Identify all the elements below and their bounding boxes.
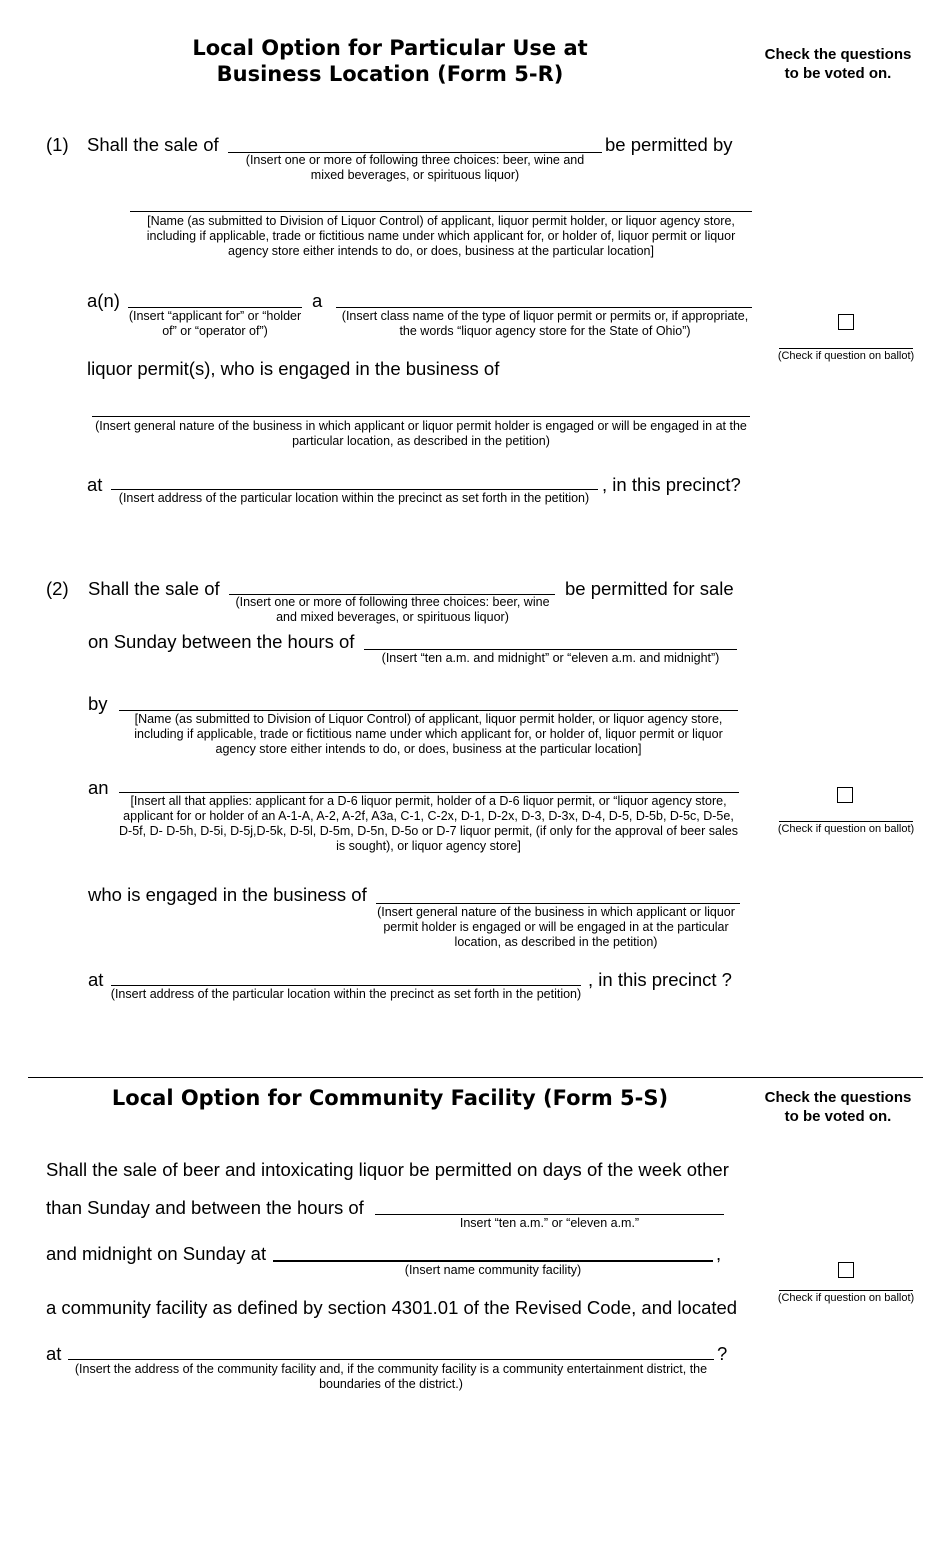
q1-shall-the-sale-of: Shall the sale of — [87, 134, 219, 155]
q2-name-hint — [100, 712, 757, 757]
form-5s-comma: , — [716, 1243, 722, 1264]
q1-applicant-hint — [115, 309, 315, 339]
form-5s-check-header — [748, 1088, 928, 1126]
hint-line: D-5f, D- D-5h, D-5i, D-5j,D-5k, D-5l, D-5m, D-5n, D-5o or D-7 liquor permit, (if only for the approval of beer sales — [119, 824, 738, 838]
q2-checkbox[interactable] — [837, 787, 853, 803]
hint-line: and mixed beverages, or spirituous liquor) — [276, 610, 509, 624]
q1-name-hint — [90, 214, 792, 259]
form-5s-check-label: (Check if question on ballot) — [777, 1292, 915, 1304]
hint-line: particular location, as described in the petition) — [292, 434, 550, 448]
q2-shall-the-sale-of: Shall the sale of — [88, 578, 220, 599]
q1-in-this-precinct: , in this precinct? — [602, 474, 741, 495]
check-header-line2: to be voted on. — [784, 65, 892, 82]
hint-line: location, as described in the petition) — [454, 935, 658, 949]
q2-an: an — [88, 777, 109, 798]
form-5s-line1: Shall the sale of beer and intoxicating liquor be permitted on days of the week other — [46, 1159, 729, 1180]
q1-name-blank[interactable] — [130, 211, 752, 212]
q2-hours-hint: (Insert “ten a.m. and midnight” or “eleven a.m. and midnight”) — [381, 651, 720, 665]
q1-be-permitted-by: be permitted by — [605, 134, 733, 155]
q2-check-rule — [779, 821, 913, 822]
q1-class-hint — [330, 309, 760, 339]
q2-address-blank[interactable] — [111, 985, 581, 986]
q2-be-permitted-for-sale: be permitted for sale — [565, 578, 734, 599]
q1-business-hint — [80, 419, 762, 449]
hint-line: (Insert one or more of following three choices: beer, wine and — [245, 153, 585, 167]
check-header-line1: Check the questions — [764, 1089, 912, 1106]
q1-number: (1) — [46, 134, 69, 155]
hint-line: mixed beverages, or spirituous liquor) — [310, 168, 520, 182]
hint-line: (Insert class name of the type of liquor permit or permits or, if appropriate, — [341, 309, 749, 323]
q2-business-blank[interactable] — [376, 903, 740, 904]
form-5s-checkbox[interactable] — [838, 1262, 854, 1278]
hint-line: (Insert general nature of the business in which applicant or liquor permit holder is engaged or will be engaged in at the — [95, 419, 747, 433]
form-5s-at: at — [46, 1343, 62, 1364]
q2-who-is-engaged: who is engaged in the business of — [88, 884, 367, 905]
q1-check-rule — [779, 348, 913, 349]
form-5r-title-line1: Local Option for Particular Use at — [192, 36, 588, 60]
q1-address-hint: (Insert address of the particular location within the precinct as set forth in the petition) — [118, 491, 590, 505]
hint-line: [Name (as submitted to Division of Liquor Control) of applicant, liquor permit holder, or liquor agency store, — [147, 214, 735, 228]
form-5s-facility-hint: (Insert name community facility) — [404, 1263, 582, 1277]
q2-business-hint — [370, 905, 742, 950]
q2-address-hint: (Insert address of the particular location within the precinct as set forth in the petition) — [110, 987, 582, 1001]
form-5s-hours-hint: Insert “ten a.m.” or “eleven a.m.” — [459, 1216, 640, 1230]
hint-line: agency store either intends to do, or does, business at the particular location] — [215, 742, 642, 756]
q1-at: at — [87, 474, 103, 495]
q1-address-blank[interactable] — [111, 489, 598, 490]
hint-line: (Insert one or more of following three choices: beer, wine — [235, 595, 550, 609]
q2-on-sunday: on Sunday between the hours of — [88, 631, 355, 652]
hint-line: permit holder is engaged or will be engaged in at the particular — [383, 920, 729, 934]
form-5s-address-hint — [60, 1362, 722, 1392]
form-5r-title — [160, 35, 620, 87]
q2-applies-blank[interactable] — [119, 792, 739, 793]
form-5s-question-mark: ? — [717, 1343, 728, 1364]
form-5s-address-blank[interactable] — [68, 1359, 714, 1360]
q2-at: at — [88, 969, 104, 990]
form-5s-line4: a community facility as defined by section 4301.01 of the Revised Code, and located — [46, 1297, 738, 1318]
hint-line: including if applicable, trade or fictitious name under which applicant for, or holder of, liquor permit or liquor — [134, 727, 723, 741]
section-divider — [28, 1077, 923, 1078]
hint-line: (Insert the address of the community facility and, if the community facility is a community entertainment district, the — [74, 1362, 708, 1376]
form-5s-check-rule — [779, 1290, 913, 1291]
q1-business-blank[interactable] — [92, 416, 750, 417]
q2-number: (2) — [46, 578, 69, 599]
q2-choices-hint — [225, 595, 560, 625]
q1-a: a — [312, 290, 323, 311]
check-header-line1: Check the questions — [764, 46, 912, 63]
hint-line: including if applicable, trade or fictitious name under which applicant for, or holder of, liquor permit or liquor — [146, 229, 736, 243]
q1-applicant-blank[interactable] — [128, 307, 302, 308]
hint-line: of” or “operator of”) — [162, 324, 268, 338]
hint-line: the words “liquor agency store for the State of Ohio”) — [399, 324, 691, 338]
q2-hours-blank[interactable] — [364, 649, 737, 650]
form-5s-facility-blank[interactable] — [273, 1260, 713, 1262]
form-5s-line3: and midnight on Sunday at — [46, 1243, 267, 1264]
q1-check-label: (Check if question on ballot) — [777, 350, 915, 362]
hint-line: is sought), or liquor agency store] — [336, 839, 521, 853]
q1-class-blank[interactable] — [336, 307, 752, 308]
hint-line: boundaries of the district.) — [319, 1377, 463, 1391]
hint-line: (Insert “applicant for” or “holder — [128, 309, 302, 323]
hint-line: applicant for or holder of an A-1-A, A-2, A-2f, A3a, C-1, C-2x, D-1, D-2x, D-3, D-3x, D-4, D-5, D-5b, D-5c, D-5e, — [123, 809, 734, 823]
q1-liquor-permits: liquor permit(s), who is engaged in the business of — [87, 358, 500, 379]
form-5s-line2: than Sunday and between the hours of — [46, 1197, 364, 1218]
form-5r-title-line2: Business Location (Form 5-R) — [216, 62, 564, 86]
form-5r-check-header — [748, 45, 928, 83]
form-5s-title: Local Option for Community Facility (Form 5-S) — [111, 1086, 669, 1110]
q2-check-label: (Check if question on ballot) — [777, 823, 915, 835]
hint-line: [Name (as submitted to Division of Liquor Control) of applicant, liquor permit holder, or liquor agency store, — [134, 712, 723, 726]
q1-choices-hint — [228, 153, 602, 183]
q1-checkbox[interactable] — [838, 314, 854, 330]
q2-name-blank[interactable] — [119, 710, 738, 711]
hint-line: (Insert general nature of the business in which applicant or liquor — [377, 905, 735, 919]
q2-in-this-precinct: , in this precinct ? — [588, 969, 732, 990]
form-5s-hours-blank[interactable] — [375, 1214, 724, 1215]
q2-applies-hint — [100, 794, 757, 854]
q1-a-n: a(n) — [87, 290, 120, 311]
q2-by: by — [88, 693, 108, 714]
hint-line: [Insert all that applies: applicant for a D-6 liquor permit, holder of a D-6 liquor permit, or “liquor agency store, — [130, 794, 727, 808]
hint-line: agency store either intends to do, or does, business at the particular location] — [228, 244, 654, 258]
check-header-line2: to be voted on. — [784, 1108, 892, 1125]
